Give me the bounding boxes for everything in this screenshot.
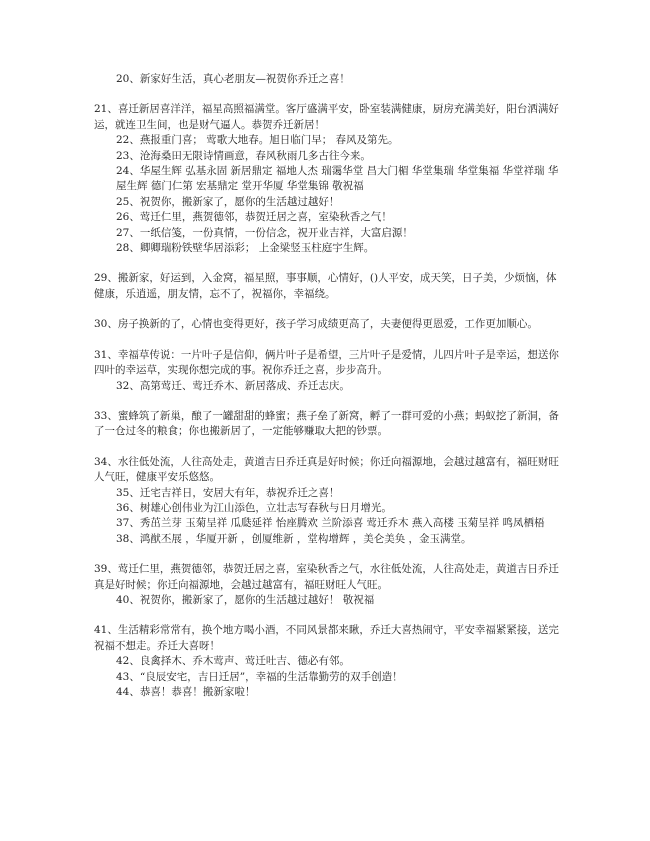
text-line: 34、水往低处流，人往高处走，黄道吉日乔迁真是好时候；你迁向福源地，会越过越富有，福旺财旺人气旺，健康平安乐悠悠。 — [94, 455, 559, 484]
text-line: 29、搬新家，好运到，入金窝，福星照，事事顺，心情好，()人平安，成天笑，日子美，少烦恼，体健康，乐逍遥，朋友情，忘不了，祝福你，幸福绕。 — [94, 272, 557, 300]
text-line: 44、恭喜！恭喜！搬新家啦！ — [116, 686, 256, 698]
text-line: 31、幸福草传说：一片叶子是信仰，俩片叶子是希望，三片叶子是爱情，儿四片叶子是幸运，想送你四叶的幸运草，实现你想完成的事。祝你乔迁之喜，步步高升。 — [94, 348, 559, 377]
text-line: 38、鸿猷丕展 ，华厦开新 ，创厦维新 ，堂构增辉 ，美仑美奂 ，金玉满堂。 — [116, 532, 472, 545]
document-body — [94, 72, 560, 700]
paragraph-gap — [94, 333, 560, 348]
text-line: 43、“良辰安宅，吉日迁居”，幸福的生活靠勤劳的双手创造！ — [116, 670, 403, 683]
paragraph-gap — [94, 256, 560, 271]
text-line: 42、良禽择木、乔木莺声、莺迁吐吉、德必有邻。 — [116, 655, 350, 668]
text-line: 40、祝贺你，搬新家了，愿你的生活越过越好！ 敬祝福 — [116, 593, 375, 606]
text-line: 30、房子换新的了，心情也变得更好，孩子学习成绩更高了，夫妻便得更恩爱，工作更加顺心。 — [94, 318, 538, 331]
text-line: 23、沧海桑田无限诗情画意，春风秋雨几多古往今来。 — [116, 149, 371, 162]
text-line: 41、生活精彩常常有，换个地方喝小酒，不同风景都来瞅，乔迁大喜热闹守，平安幸福紧紧接，送完祝福不想走。乔迁大喜呀！ — [94, 624, 559, 652]
text-line: 24、华屋生辉 弘基永固 新居鼎定 福地人杰 瑞霭华堂 昌大门楣 华堂集瑞 华堂集福 华堂祥瑞 华屋生辉 德门仁第 宏基鼎定 堂开华厦 华堂集锦 敬祝福 — [116, 165, 559, 193]
text-line: 25、祝贺你，搬新家了，愿你的生活越过越好！ — [116, 195, 340, 208]
text-line: 22、燕报重门喜； 莺歌大地春。旭日临门早； 春风及第先。 — [116, 134, 399, 147]
paragraph-gap — [94, 547, 560, 562]
paragraph-gap — [94, 87, 560, 102]
text-line: 39、莺迁仁里，燕贺德邻，恭贺迁居之喜，室染秋香之气，水往低处流，人往高处走，黄道吉日乔迁真是好时候；你迁向福源地，会越过越富有，福旺财旺人气旺。 — [94, 563, 559, 591]
paragraph-gap — [94, 302, 560, 317]
text-line: 36、树雄心创伟业为江山添色，立壮志写春秋与日月增光。 — [116, 501, 392, 514]
text-line: 20、新家好生活，真心老朋友—祝贺你乔迁之喜！ — [116, 73, 350, 85]
paragraph-gap — [94, 394, 560, 409]
text-line: 32、高第莺迁、莺迁乔木、新居落成、乔迁志庆。 — [116, 379, 350, 392]
text-line: 27、一纸信笺，一份真情，一份信念，祝开业吉祥，大富启源！ — [116, 226, 413, 239]
paragraph-gap — [94, 608, 560, 623]
text-line: 35、迁宅吉祥日，安居大有年，恭祝乔迁之喜！ — [116, 486, 340, 499]
text-line: 26、莺迁仁里，燕贺德邻，恭贺迁居之喜，室染秋香之气！ — [116, 211, 392, 224]
text-line: 21、喜迁新居喜洋洋，福星高照福满堂。客厅盛满平安，卧室装满健康，厨房充满美好，阳台洒满好运，就连卫生间，也是财气逼人。恭贺乔迁新居！ — [94, 103, 559, 131]
text-line: 33、蜜蜂筑了新巢，酿了一罐甜甜的蜂蜜；燕子垒了新窝，孵了一群可爱的小燕；蚂蚁挖了新洞，备了一仓过冬的粮食；你也搬新居了，一定能够赚取大把的钞票。 — [94, 409, 559, 438]
paragraph-gap — [94, 440, 560, 455]
text-line: 37、秀茁兰芽 玉菊呈祥 瓜瓞延祥 怡座腾欢 兰阶添喜 莺迁乔木 燕入高楼 玉菊呈祥 鸣凤栖梧 — [116, 517, 545, 530]
text-line: 28、卿卿瑞粉铁壁华居添彩； 上金梁竖玉柱庭宇生辉。 — [116, 242, 375, 255]
